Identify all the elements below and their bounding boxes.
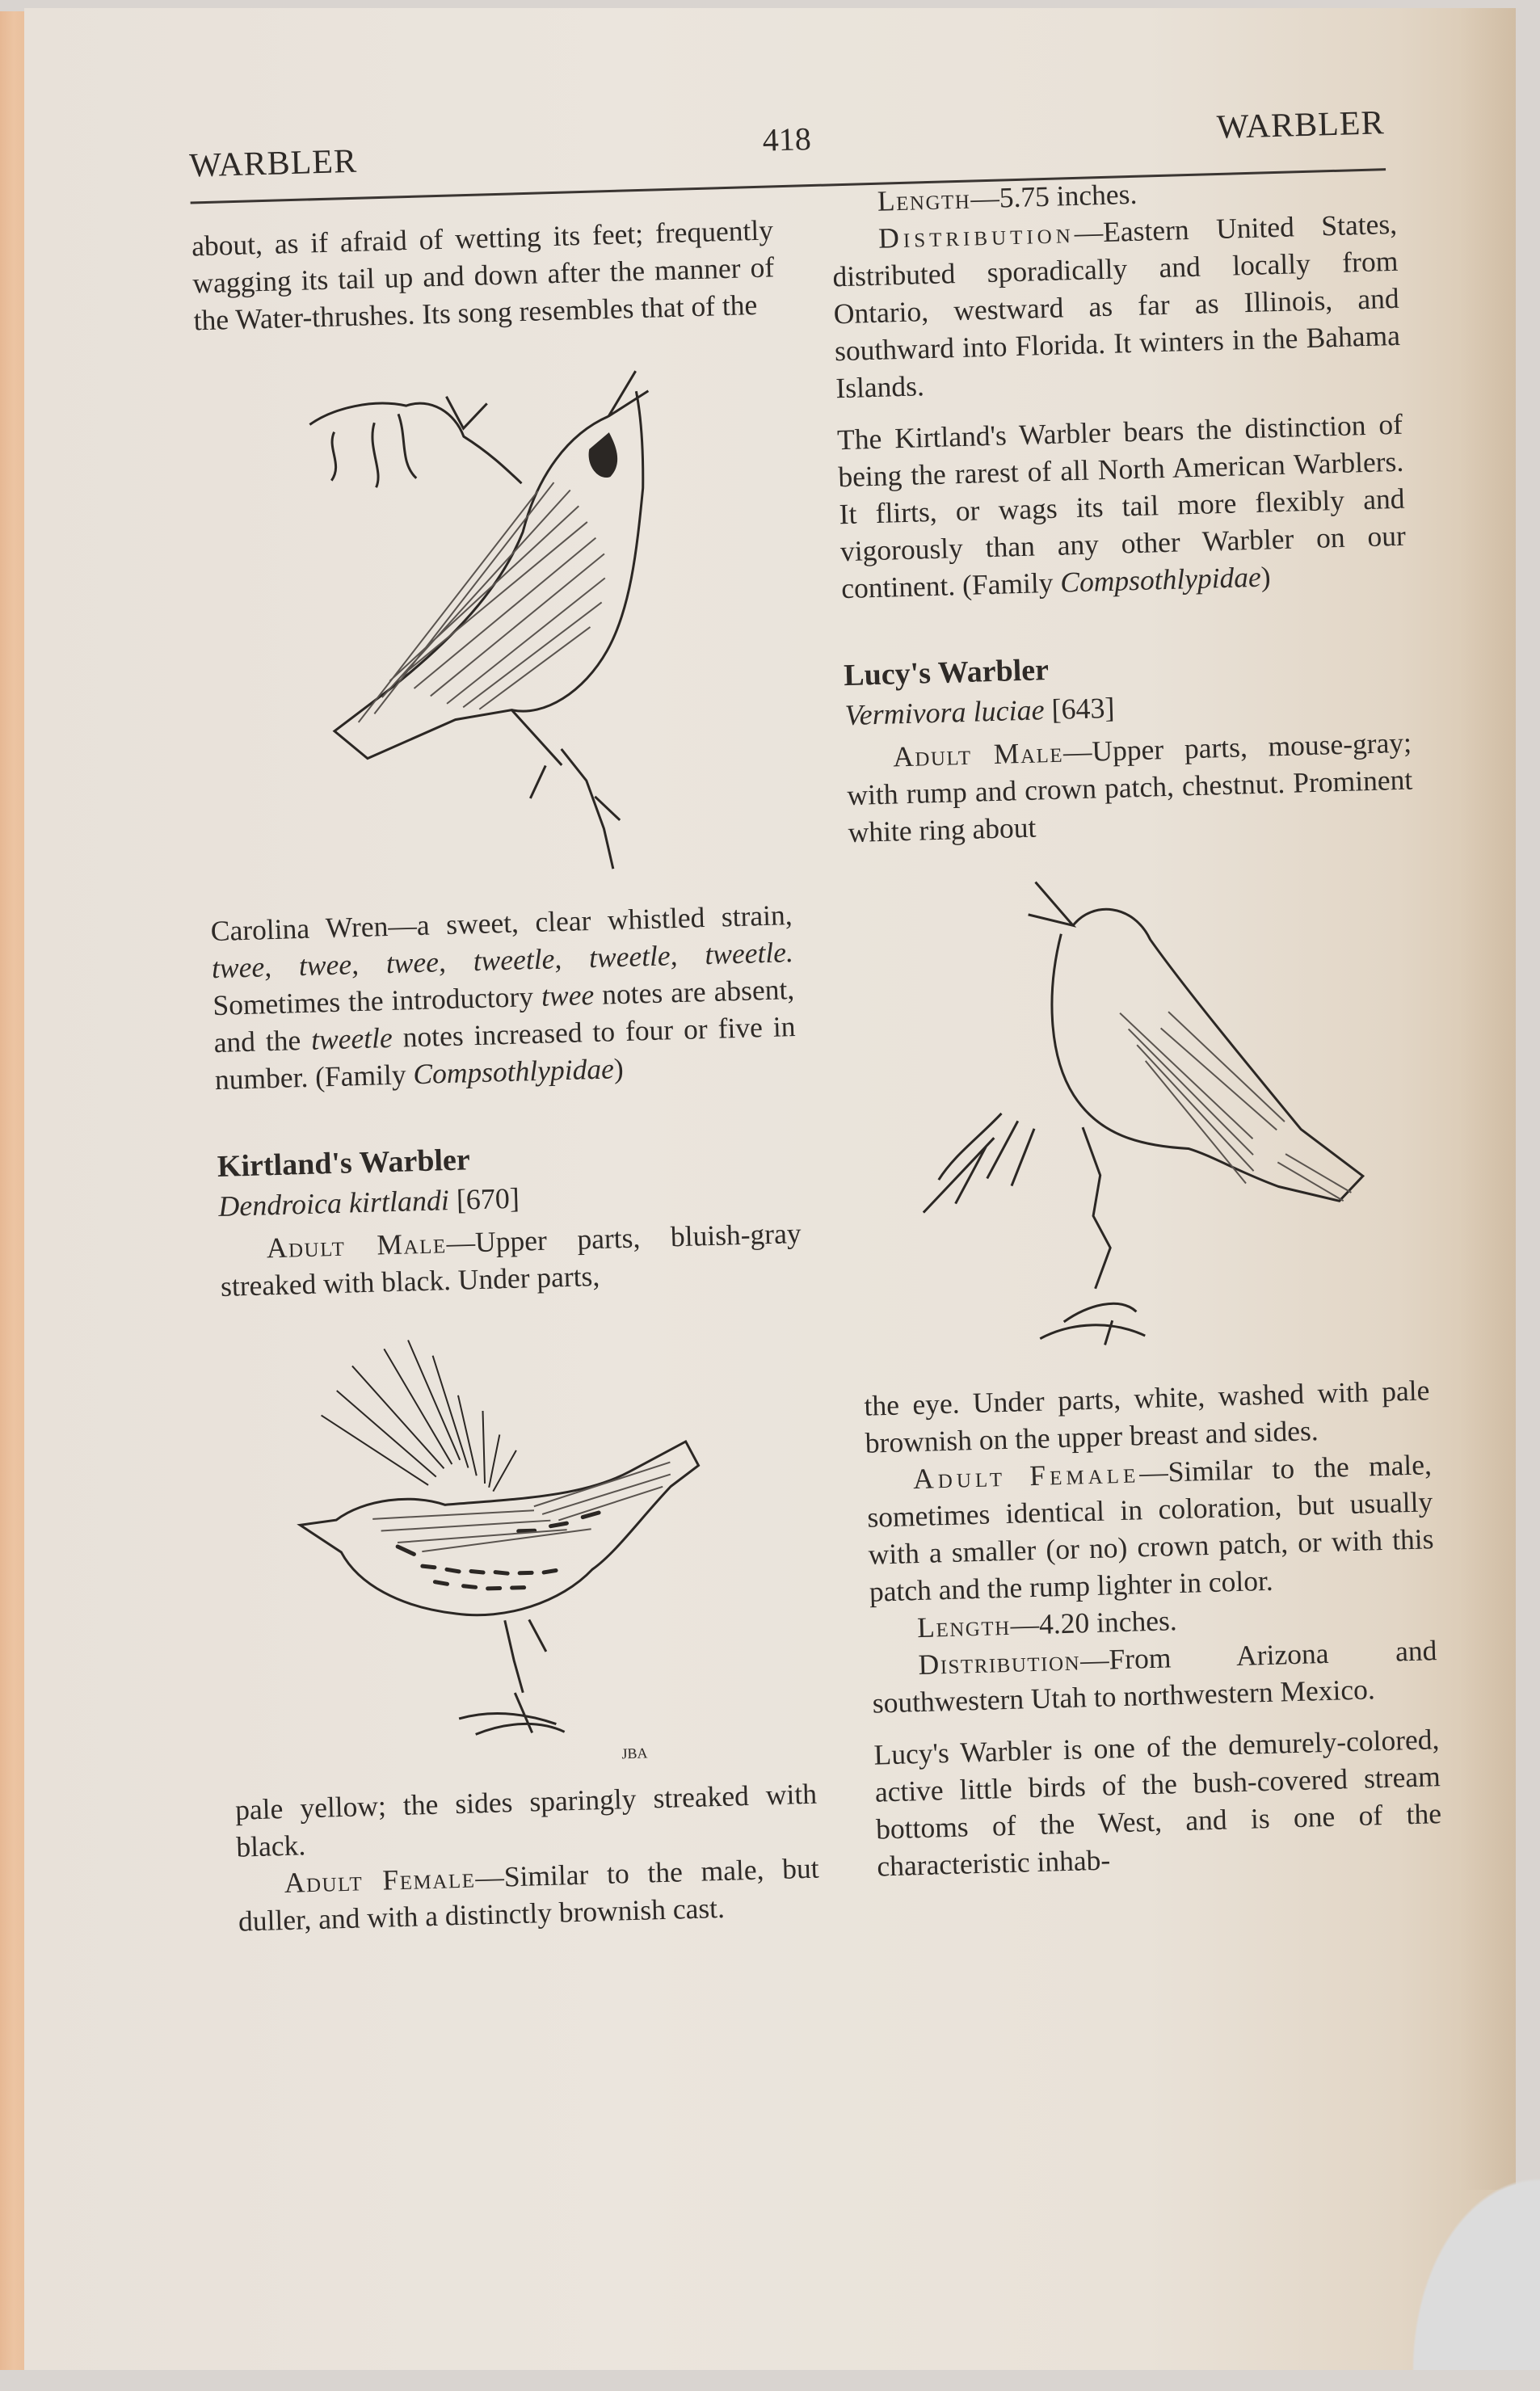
species-title-lucys: Lucy's Warbler xyxy=(843,653,1050,693)
lucys-female-description: Adult Female—Similar to the male, sometimes identical in coloration, but usually with a smaller (or no) crown patch, or with this patch and the rump lighter in color. xyxy=(866,1448,1434,1608)
family-name: Compsothlypidae xyxy=(1059,560,1262,599)
kirtlands-female-description: Adult Female—Similar to the male, but duller, and with a distinctly brownish cast. xyxy=(238,1851,820,1938)
running-head-left: WARBLER xyxy=(188,142,358,185)
bird-drawing-icon xyxy=(259,341,726,895)
left-column xyxy=(191,211,820,1939)
lucys-length: Length—4.20 inches. xyxy=(916,1604,1178,1644)
artist-signature: JBA xyxy=(621,1745,648,1762)
kirtlands-warbler-illustration xyxy=(286,1307,751,1779)
bird-drawing-icon xyxy=(286,1307,751,1779)
species-title-kirtlands: Kirtland's Warbler xyxy=(217,1143,471,1185)
family-name: Compsothlypidae xyxy=(412,1052,615,1091)
kirtlands-distribution: Distribution—Eastern United States, distributed sporadically and locally from Ontario, westward as far as Illinois, and southward into Florida. It winters in the Bahama Islands. xyxy=(831,207,1401,405)
lucys-male-cont: the eye. Under parts, white, washed with pale brownish on the upper breast and sides. xyxy=(863,1374,1430,1459)
song-paragraph: Carolina Wren—a sweet, clear whistled strain, twee, twee, twee, tweetle, tweetle, tweetle. Sometimes the introductory twee notes are absent, and the tweetle notes increased to four or five in number. (Family Compsothlypidae) xyxy=(210,899,796,1097)
kirtlands-length: Length—5.75 inches. xyxy=(877,177,1138,217)
kirtlands-male-description: Adult Male—Upper parts, bluish-gray streaked with black. Under parts, xyxy=(220,1216,802,1303)
kirtlands-male-cont: pale yellow; the sides sparingly streaked with black. xyxy=(234,1777,818,1863)
scientific-name-kirtlands: Dendroica kirtlandi [670] xyxy=(217,1181,520,1223)
continuation-paragraph: about, as if afraid of wetting its feet; frequently wagging its tail up and down after the manner of the Water-thrushes. Its song resembles that of the xyxy=(191,213,775,337)
lucys-warbler-illustration xyxy=(890,861,1388,1375)
bird-drawing-icon xyxy=(890,861,1388,1375)
carolina-wren-illustration xyxy=(259,341,726,895)
kirtlands-note: The Kirtland's Warbler bears the distinction of being the rarest of all North American Warblers. It flirts, or wags its tail more flexibly and vigorously than any other Warbler on our continent. (Family Compsothlypidae) xyxy=(836,407,1407,605)
scientific-name-lucys: Vermivora luciae [643] xyxy=(844,691,1116,732)
lucys-note: Lucy's Warbler is one of the demurely-colored, active little birds of the bush-covered stream bottoms of the West, and is one of the characteristic inhab- xyxy=(873,1723,1442,1883)
lucys-male-description: Adult Male—Upper parts, mouse-gray; with rump and crown patch, chestnut. Prominent white ring about xyxy=(846,726,1413,849)
lucys-distribution: Distribution—From Arizona and southwestern Utah to northwestern Mexico. xyxy=(872,1634,1437,1720)
right-column xyxy=(830,168,1443,1885)
running-head-right: WARBLER xyxy=(1216,104,1386,146)
song-notes: twee, twee, twee, tweetle, tweetle, tweetle. xyxy=(211,936,794,985)
page-number: 418 xyxy=(762,120,812,158)
